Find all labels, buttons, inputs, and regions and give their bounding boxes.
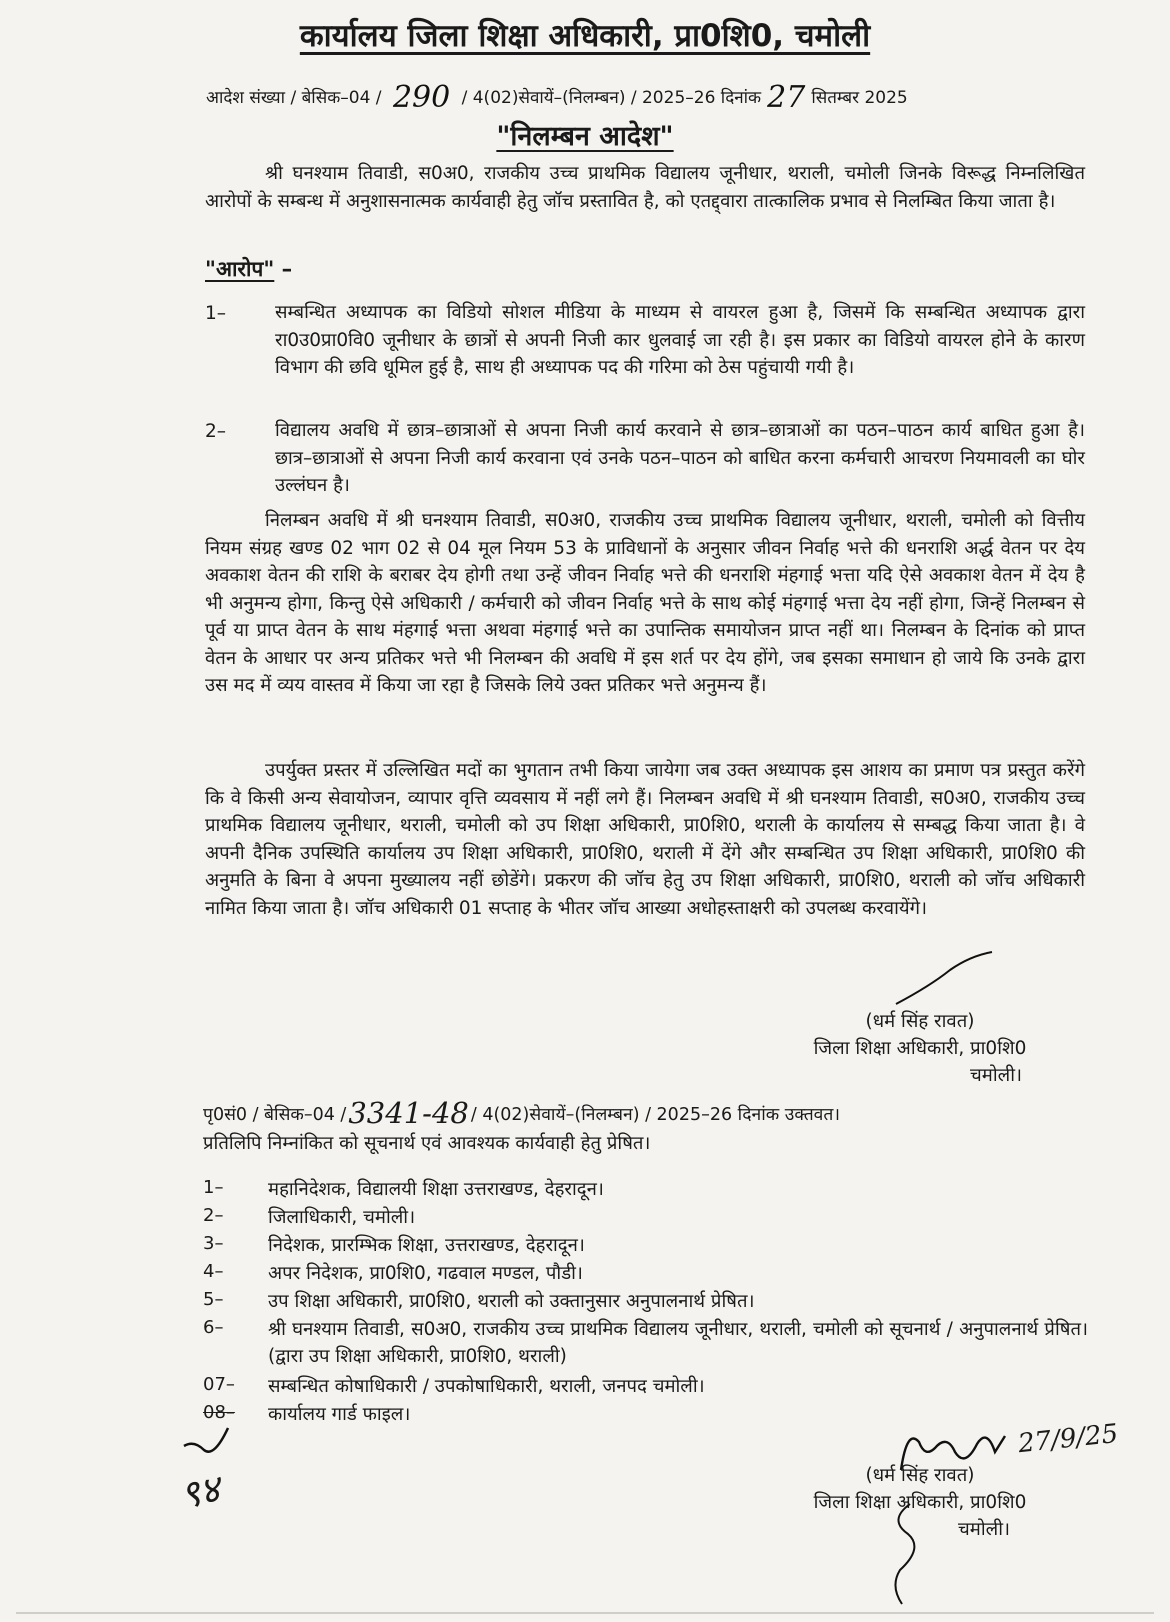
payment-paragraph: उपर्युक्त प्रस्तर में उल्लिखित मदों का भुगतान तभी किया जायेगा जब उक्त अध्यापक इस आशय का प्रमाण पत्र प्रस्तुत करेंगे कि वे किसी अन्य सेवायोजन, व्यापार वृत्ति व्यवसाय में नहीं लगे हैं। निलम्बन अवधि में श्री घनश्याम तिवाडी, स0अ0, राजकीय उच्च प्राथमिक विद्यालय जूनीधार, थराली, चमोली को उप शिक्षा अधिकारी, प्रा0शि0, थराली के कार्यालय से सम्बद्ध किया जाता है। वे अपनी दैनिक उपस्थिति कार्यालय उप शिक्षा अधिकारी, प्रा0शि0, थराली में देंगे और सम्बन्धित उप शिक्षा अधिकारी, प्रा0शि0 की अनुमति के बिना वे अपना मुख्यालय नहीं छोडेंगे। प्रकरण की जॉच हेतु उप शिक्षा अधिकारी, प्रा0शि0, थराली को जॉच अधिकारी नामित किया जाता है। जॉच अधिकारी 01 सप्ताह के भीतर जॉच आख्या अधोहस्ताक्षरी को उपलब्ध करवायेंगे। (205, 760, 1085, 919)
charge-2-text: विद्यालय अवधि में छात्र–छात्राओं से अपना निजी कार्य करवाने से छात्र–छात्राओं का पठन–पाठन कार्य बाधित हुआ है। छात्र–छात्राओं से अपना निजी कार्य करवाना एवं उनके पठन–पाठन को बाधित करना कर्मचारी आचरण नियमावली का घोर उल्लंघन है। (275, 420, 1085, 496)
signatory-place-2: चमोली। (958, 1519, 1010, 1540)
distribution-8-text: कार्यालय गार्ड फाइल। (268, 1404, 411, 1425)
signatory-name-2: (धर्म सिंह रावत) (865, 1465, 975, 1486)
copy-ref-suffix: / 4(02)सेवायें–(निलम्बन) / 2025–26 दिनांक उक्तवत। (470, 1105, 841, 1125)
distribution-6-text: श्री घनश्याम तिवाडी, स0अ0, राजकीय उच्च प्राथमिक विद्यालय जूनीधार, थराली, चमोली को सूचनार्थ / अनुपालनार्थ प्रेषित। (द्वारा उप शिक्षा अधिकारी, प्रा0शि0, थराली) (268, 1319, 1088, 1367)
copy-ref-prefix: पृ0सं0 / बेसिक–04 / (203, 1105, 347, 1125)
distribution-3-text: निदेशक, प्रारम्भिक शिक्षा, उत्तराखण्ड, देहरादून। (268, 1235, 585, 1256)
distribution-1-number: 1– (203, 1177, 224, 1198)
allowance-paragraph: निलम्बन अवधि में श्री घनश्याम तिवाडी, स0अ0, राजकीय उच्च प्राथमिक विद्यालय जूनीधार, थराली, चमोली को वित्तीय नियम संग्रह खण्ड 02 भाग 02 से 04 मूल नियम 53 के प्राविधानों के अनुसार जीवन निर्वाह भत्ते की धनराशि अर्द्ध वेतन पर देय अवकाश वेतन की राशि के बराबर देय होगी तथा उन्हें जीवन निर्वाह भत्ते की धनराशि मंहगाई भत्ता यदि ऐसे अवकाश वेतन में देय है भी अनुमन्य होगा, किन्तु ऐसे अधिकारी / कर्मचारी को जीवन निर्वाह भत्ते के साथ कोई मंहगाई भत्ता देय नहीं होगा, जिन्हें निलम्बन से पूर्व या प्राप्त वेतन के साथ मंहगाई भत्ता अथवा मंहगाई भत्ते का उपान्तिक समायोजन प्राप्त नहीं था। निलम्बन के दिनांक को प्राप्त वेतन के आधार पर अन्य प्रतिकर भत्ते भी निलम्बन की अवधि में इस शर्त पर देय होंगे, जब इसका समाधान हो जाये कि उनके द्वारा उस मद में व्यय वास्तव में किया जा रहा है जिसके लिये उक्त प्रतिकर भत्ते अनुमन्य हैं। (205, 510, 1085, 696)
order-day-handwritten: 27 (767, 80, 806, 115)
distribution-7-text: सम्बन्धित कोषाधिकारी / उपकोषाधिकारी, थराली, जनपद चमोली। (268, 1376, 705, 1397)
order-reference (206, 80, 908, 115)
bottom-edge-line (16, 1612, 1154, 1614)
distribution-5-text: उप शिक्षा अधिकारी, प्रा0शि0, थराली को उक्तानुसार अनुपालनार्थ प्रेषित। (268, 1291, 755, 1312)
order-ref-prefix: आदेश संख्या / बेसिक–04 / (206, 88, 382, 108)
signatory-name-1: (धर्म सिंह रावत) (865, 1011, 975, 1032)
signature-stroke-1 (890, 950, 1000, 1010)
distribution-4-text: अपर निदेशक, प्रा0शि0, गढवाल मण्डल, पौडी। (268, 1263, 583, 1284)
order-month-year: सितम्बर 2025 (811, 88, 908, 108)
distribution-1-text: महानिदेशक, विद्यालयी शिक्षा उत्तराखण्ड, देहरादून। (268, 1179, 604, 1200)
signatory-designation-1: जिला शिक्षा अधिकारी, प्रा0शि0 (813, 1038, 1027, 1059)
copy-reference (203, 1096, 840, 1130)
distribution-7-number: 07– (203, 1374, 235, 1395)
signatory-designation-2: जिला शिक्षा अधिकारी, प्रा0शि0 (813, 1492, 1027, 1513)
copy-intro: प्रतिलिपि निम्नांकित को सूचनार्थ एवं आवश्यक कार्यवाही हेतु प्रेषित। (203, 1133, 651, 1154)
signature-block-1 (770, 1008, 1070, 1089)
distribution-2-text: जिलाधिकारी, चमोली। (268, 1207, 416, 1228)
copy-number-handwritten: 3341-48 (348, 1096, 469, 1130)
distribution-3-number: 3– (203, 1233, 224, 1254)
office-title: कार्यालय जिला शिक्षा अधिकारी, प्रा0शि0, चमोली (299, 18, 871, 54)
order-ref-suffix: / 4(02)सेवायें–(निलम्बन) / 2025–26 दिनांक (461, 88, 762, 108)
signature-date-handwritten: 27/9/25 (1016, 1418, 1120, 1460)
charges-heading (205, 255, 292, 283)
signature-tail-stroke (880, 1500, 940, 1610)
order-number-handwritten: 290 (392, 80, 451, 115)
distribution-5-number: 5– (203, 1289, 224, 1310)
margin-note-handwritten: ९४ (176, 1466, 224, 1518)
charge-1-text: सम्बन्धित अध्यापक का विडियो सोशल मीडिया के माध्यम से वायरल हुआ है, जिसमें कि सम्बन्धित अध्यापक द्वारा रा0उ0प्रा0वि0 जूनीधार के छात्रों से अपनी निजी कार धुलवाई जा रही है। इस प्रकार का विडियो वायरल होने के कारण विभाग की छवि धूमिल हुई है, साथ ही अध्यापक पद की गरिमा को ठेस पहुंचायी गयी है। (275, 302, 1085, 378)
charges-heading-text: "आरोप" (205, 257, 275, 281)
signatory-place-1: चमोली। (970, 1065, 1022, 1086)
distribution-8-number: 08– (203, 1402, 235, 1423)
intro-paragraph: श्री घनश्याम तिवाडी, स0अ0, राजकीय उच्च प्राथमिक विद्यालय जूनीधार, थराली, चमोली जिनके विरूद्ध निम्नलिखित आरोपों के सम्बन्ध में अनुशासनात्मक कार्यवाही हेतु जॉच प्रस्तावित है, को एतद्द्वारा तात्कालिक प्रभाव से निलम्बित किया जाता है। (205, 163, 1085, 212)
charge-2-number: 2– (205, 421, 227, 442)
distribution-2-number: 2– (203, 1205, 224, 1226)
charge-1-number: 1– (205, 303, 227, 324)
distribution-4-number: 4– (203, 1261, 224, 1282)
distribution-6-number: 6– (203, 1317, 224, 1338)
charges-heading-dash: – (274, 257, 293, 281)
order-title: "निलम्बन आदेश" (496, 121, 674, 152)
